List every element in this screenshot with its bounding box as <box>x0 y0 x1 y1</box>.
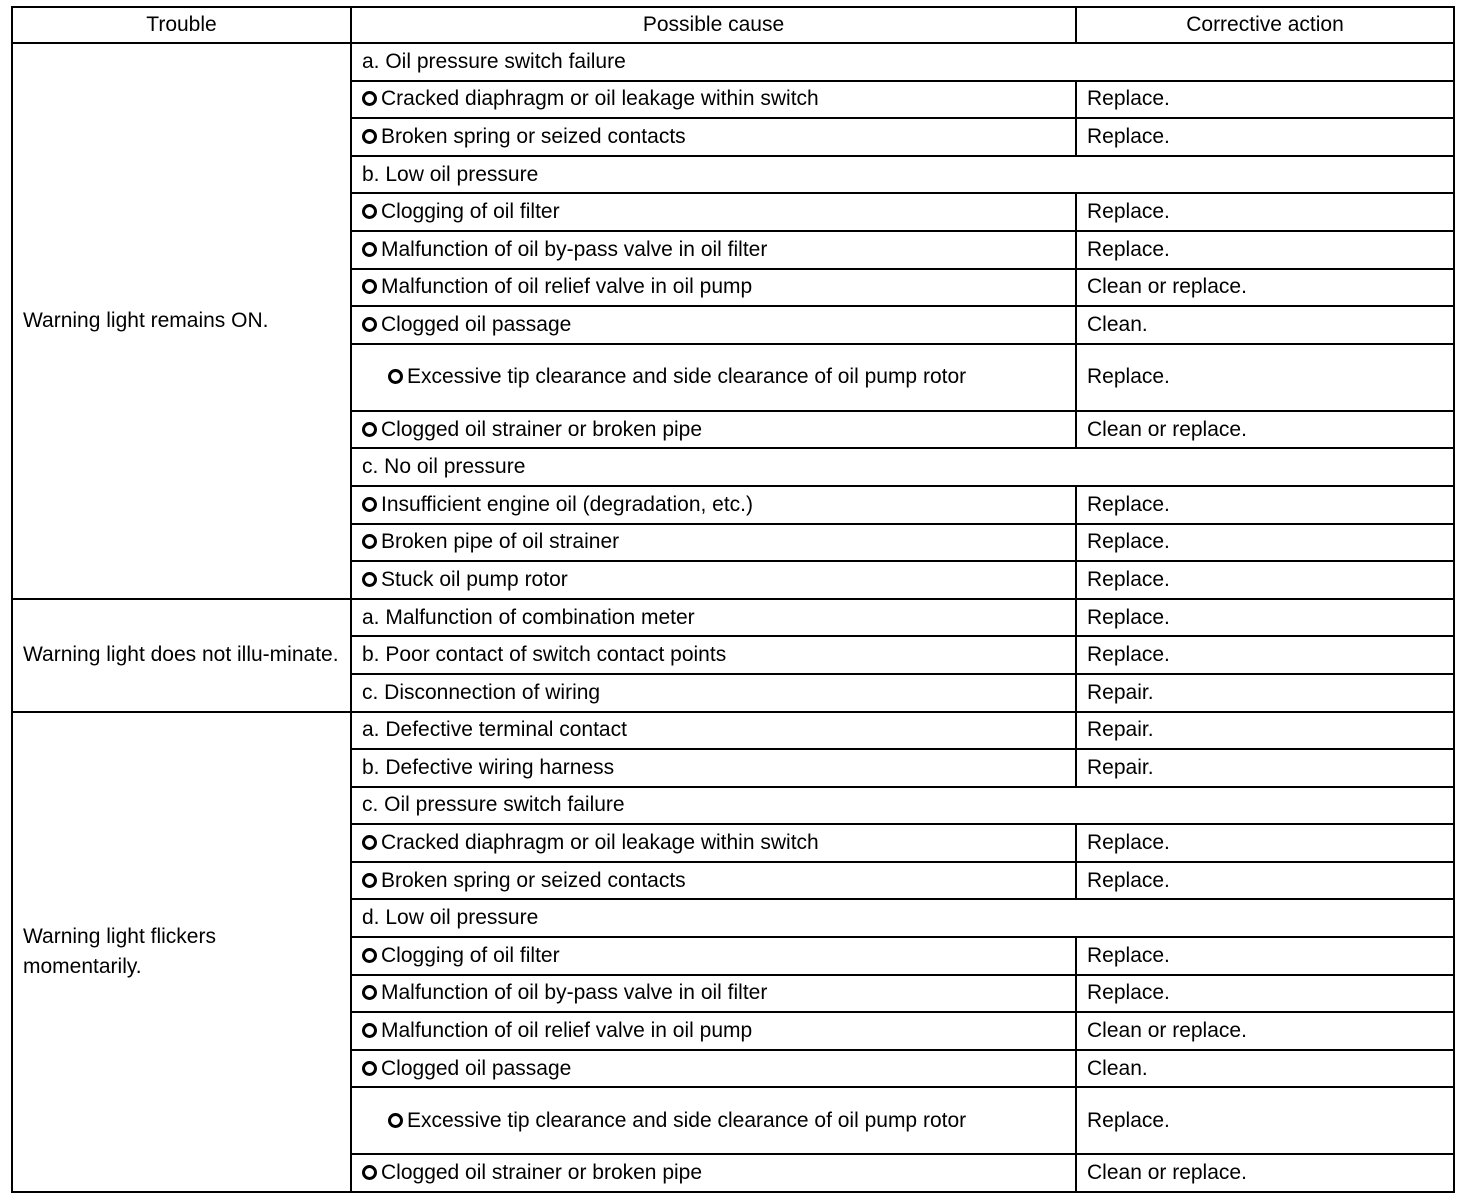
corrective-action-cell: Clean. <box>1076 306 1454 344</box>
circle-bullet-icon <box>362 317 377 332</box>
circle-bullet-icon <box>362 129 377 144</box>
cause-item-cell <box>351 231 1076 269</box>
cause-item-cell <box>351 824 1076 862</box>
corrective-action-cell: Replace. <box>1076 636 1454 674</box>
cause-text: Malfunction of oil relief valve in oil pump <box>381 275 753 299</box>
cause-cell: a. Malfunction of combination meter <box>351 599 1076 637</box>
corrective-action-cell: Clean. <box>1076 1050 1454 1088</box>
troubleshooting-table <box>11 6 1455 1193</box>
corrective-action-cell: Clean or replace. <box>1076 1012 1454 1050</box>
cause-item-cell <box>351 193 1076 231</box>
corrective-action-cell: Clean or replace. <box>1076 411 1454 449</box>
cause-item-cell <box>351 118 1076 156</box>
cause-item-cell <box>351 862 1076 900</box>
corrective-action-cell: Clean or replace. <box>1076 269 1454 307</box>
corrective-action-cell: Replace. <box>1076 975 1454 1013</box>
corrective-action-cell: Replace. <box>1076 1087 1454 1154</box>
corrective-action-cell: Replace. <box>1076 937 1454 975</box>
cause-item-cell <box>351 937 1076 975</box>
cause-heading-cell: c. Oil pressure switch failure <box>351 787 1454 825</box>
trouble-cell: Warning light does not illu-minate. <box>12 599 351 712</box>
table-body <box>12 43 1454 1192</box>
table-row <box>12 599 1454 637</box>
corrective-action-cell: Repair. <box>1076 674 1454 712</box>
cause-item-cell <box>351 1154 1076 1192</box>
cause-heading-cell: a. Oil pressure switch failure <box>351 43 1454 81</box>
header-trouble: Trouble <box>12 7 351 43</box>
corrective-action-cell: Repair. <box>1076 749 1454 787</box>
cause-text: Clogged oil strainer or broken pipe <box>381 1161 703 1185</box>
cause-item-cell <box>351 561 1076 599</box>
circle-bullet-icon <box>362 242 377 257</box>
circle-bullet-icon <box>362 91 377 106</box>
cause-text: Broken spring or seized contacts <box>381 124 686 148</box>
circle-bullet-icon <box>362 948 377 963</box>
table-row <box>12 712 1454 750</box>
cause-item-cell <box>351 1050 1076 1088</box>
cause-item-cell <box>351 81 1076 119</box>
cause-text: Clogged oil passage <box>381 312 572 336</box>
circle-bullet-icon <box>362 534 377 549</box>
header-corrective-action: Corrective action <box>1076 7 1454 43</box>
corrective-action-cell: Replace. <box>1076 193 1454 231</box>
circle-bullet-icon <box>362 1061 377 1076</box>
cause-cell: b. Poor contact of switch contact points <box>351 636 1076 674</box>
cause-item-cell <box>351 1012 1076 1050</box>
cause-item-cell <box>351 344 1076 411</box>
cause-text: Clogging of oil filter <box>381 943 560 967</box>
corrective-action-cell: Replace. <box>1076 599 1454 637</box>
cause-text: Clogged oil strainer or broken pipe <box>381 417 703 441</box>
table-row <box>12 43 1454 81</box>
trouble-cell: Warning light flickers momentarily. <box>12 712 351 1193</box>
corrective-action-cell: Replace. <box>1076 118 1454 156</box>
cause-item-cell <box>351 524 1076 562</box>
corrective-action-cell: Repair. <box>1076 712 1454 750</box>
cause-heading-cell: b. Low oil pressure <box>351 156 1454 194</box>
cause-item-cell <box>351 1087 1076 1154</box>
cause-heading-cell: c. No oil pressure <box>351 448 1454 486</box>
cause-text: Stuck oil pump rotor <box>381 567 568 591</box>
cause-text: Malfunction of oil relief valve in oil pump <box>381 1019 753 1043</box>
circle-bullet-icon <box>362 985 377 1000</box>
cause-cell: b. Defective wiring harness <box>351 749 1076 787</box>
circle-bullet-icon <box>388 1113 403 1128</box>
circle-bullet-icon <box>362 422 377 437</box>
cause-cell: c. Disconnection of wiring <box>351 674 1076 712</box>
corrective-action-cell: Replace. <box>1076 561 1454 599</box>
corrective-action-cell: Replace. <box>1076 824 1454 862</box>
cause-text: Insufficient engine oil (degradation, etc.) <box>381 492 754 516</box>
cause-text: Malfunction of oil by-pass valve in oil filter <box>381 237 768 261</box>
circle-bullet-icon <box>362 1165 377 1180</box>
cause-item-cell <box>351 269 1076 307</box>
corrective-action-cell: Replace. <box>1076 231 1454 269</box>
cause-heading-cell: d. Low oil pressure <box>351 899 1454 937</box>
circle-bullet-icon <box>362 204 377 219</box>
cause-item-cell <box>351 975 1076 1013</box>
circle-bullet-icon <box>362 572 377 587</box>
circle-bullet-icon <box>362 835 377 850</box>
circle-bullet-icon <box>362 1023 377 1038</box>
cause-item-cell <box>351 486 1076 524</box>
circle-bullet-icon <box>362 279 377 294</box>
header-row <box>12 7 1454 43</box>
cause-text: Clogged oil passage <box>381 1056 572 1080</box>
cause-item-cell <box>351 306 1076 344</box>
cause-text: Broken spring or seized contacts <box>381 868 686 892</box>
corrective-action-cell: Replace. <box>1076 81 1454 119</box>
cause-text: Excessive tip clearance and side clearance of oil pump rotor <box>407 365 967 389</box>
cause-text: Cracked diaphragm or oil leakage within switch <box>381 87 819 111</box>
header-possible-cause: Possible cause <box>351 7 1076 43</box>
cause-text: Cracked diaphragm or oil leakage within switch <box>381 831 819 855</box>
circle-bullet-icon <box>388 369 403 384</box>
corrective-action-cell: Replace. <box>1076 486 1454 524</box>
cause-text: Clogging of oil filter <box>381 200 560 224</box>
cause-text: Broken pipe of oil strainer <box>381 530 620 554</box>
cause-item-cell <box>351 411 1076 449</box>
corrective-action-cell: Replace. <box>1076 344 1454 411</box>
cause-text: Malfunction of oil by-pass valve in oil filter <box>381 981 768 1005</box>
corrective-action-cell: Replace. <box>1076 862 1454 900</box>
corrective-action-cell: Replace. <box>1076 524 1454 562</box>
circle-bullet-icon <box>362 497 377 512</box>
trouble-cell: Warning light remains ON. <box>12 43 351 599</box>
cause-text: Excessive tip clearance and side clearance of oil pump rotor <box>407 1108 967 1132</box>
circle-bullet-icon <box>362 873 377 888</box>
cause-cell: a. Defective terminal contact <box>351 712 1076 750</box>
corrective-action-cell: Clean or replace. <box>1076 1154 1454 1192</box>
